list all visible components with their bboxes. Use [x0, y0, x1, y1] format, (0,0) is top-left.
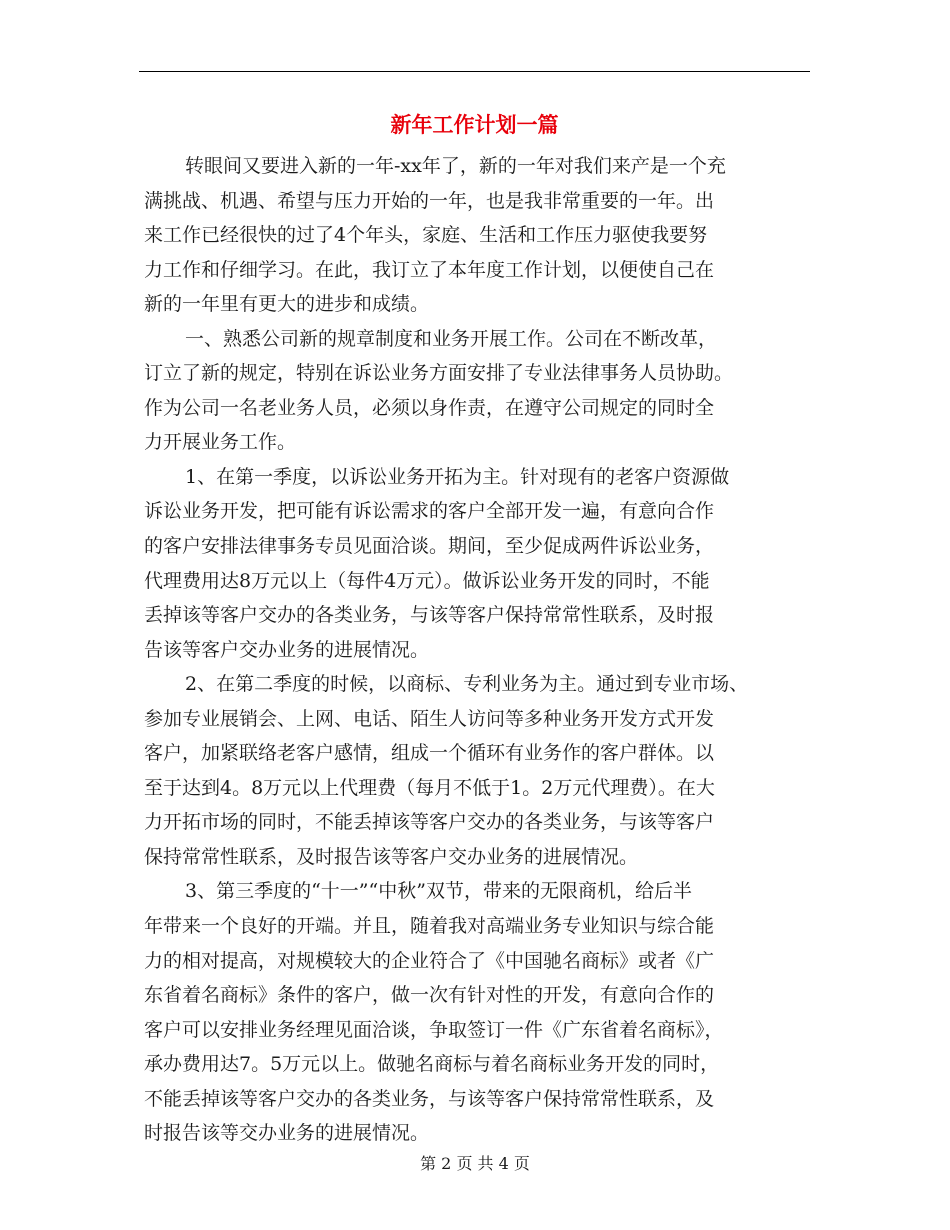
header-rule — [139, 71, 810, 72]
body-text-line: 来工作已经很快的过了4个年头，家庭、生活和工作压力驱使我要努 — [144, 224, 708, 247]
body-text-line: 不能丢掉该等客户交办的各类业务，与该等客户保持常常性联系，及 — [144, 1087, 715, 1110]
body-text-line: 东省着名商标》条件的客户，做一次有针对性的开发，有意向合作的 — [144, 984, 715, 1007]
body-text-line: 告该等客户交办业务的进展情况。 — [144, 638, 430, 661]
body-text-line: 承办费用达7。5万元以上。做驰名商标与着名商标业务开发的同时， — [144, 1053, 720, 1076]
body-text-line: 作为公司一名老业务人员，必须以身作责，在遵守公司规定的同时全 — [144, 396, 715, 419]
page-number: 第 2 页 共 4 页 — [420, 1154, 530, 1173]
body-text-line: 力的相对提高，对规模较大的企业符合了《中国驰名商标》或者《广 — [144, 949, 715, 972]
body-text-line: 客户，加紧联络老客户感情，组成一个循环有业务作的客户群体。以 — [144, 742, 715, 765]
body-text-line: 2、在第二季度的时候，以商标、专利业务为主。通过到专业市场、 — [185, 673, 749, 696]
body-text-line: 一、熟悉公司新的规章制度和业务开展工作。公司在不断改革， — [185, 327, 718, 350]
body-text-line: 满挑战、机遇、希望与压力开始的一年，也是我非常重要的一年。出 — [144, 189, 715, 212]
body-text-line: 年带来一个良好的开端。并且，随着我对高端业务专业知识与综合能 — [144, 915, 715, 938]
body-text-line: 订立了新的规定，特别在诉讼业务方面安排了专业法律事务人员协助。 — [144, 362, 734, 385]
document-title: 新年工作计划一篇 — [390, 113, 559, 137]
body-text-line: 转眼间又要进入新的一年-xx年了，新的一年对我们来产是一个充 — [185, 155, 726, 177]
body-text-line: 力开拓市场的同时，不能丢掉该等客户交办的各类业务，与该等客户 — [144, 811, 715, 834]
document-body — [144, 149, 812, 1151]
body-text-line: 诉讼业务开发，把可能有诉讼需求的客户全部开发一遍，有意向合作 — [144, 500, 715, 523]
body-text-line: 丢掉该等客户交办的各类业务，与该等客户保持常常性联系，及时报 — [144, 604, 715, 627]
body-text-line: 力工作和仔细学习。在此，我订立了本年度工作计划，以便使自己在 — [144, 258, 715, 281]
body-text-line: 代理费用达8万元以上（每件4万元）。做诉讼业务开发的同时，不能 — [144, 569, 710, 592]
body-text-line: 3、第三季度的“十一”“中秋”双节，带来的无限商机，给后半 — [185, 880, 692, 903]
body-text-line: 的客户安排法律事务专员见面洽谈。期间，至少促成两件诉讼业务， — [144, 535, 715, 558]
body-text-line: 至于达到4。8万元以上代理费（每月不低于1。2万元代理费）。在大 — [144, 776, 715, 799]
body-text-line: 新的一年里有更大的进步和成绩。 — [144, 293, 430, 316]
body-text-line: 客户可以安排业务经理见面洽谈，争取签订一件《广东省着名商标》， — [144, 1018, 724, 1041]
body-text-line: 1、在第一季度，以诉讼业务开拓为主。针对现有的老客户资源做 — [185, 465, 730, 488]
body-text-line: 时报告该等交办业务的进展情况。 — [144, 1122, 430, 1145]
body-text-line: 力开展业务工作。 — [144, 431, 297, 454]
body-text-line: 保持常常性联系，及时报告该等客户交办业务的进展情况。 — [144, 845, 639, 868]
body-text-line: 参加专业展销会、上网、电话、陌生人访问等多种业务开发方式开发 — [144, 707, 715, 730]
